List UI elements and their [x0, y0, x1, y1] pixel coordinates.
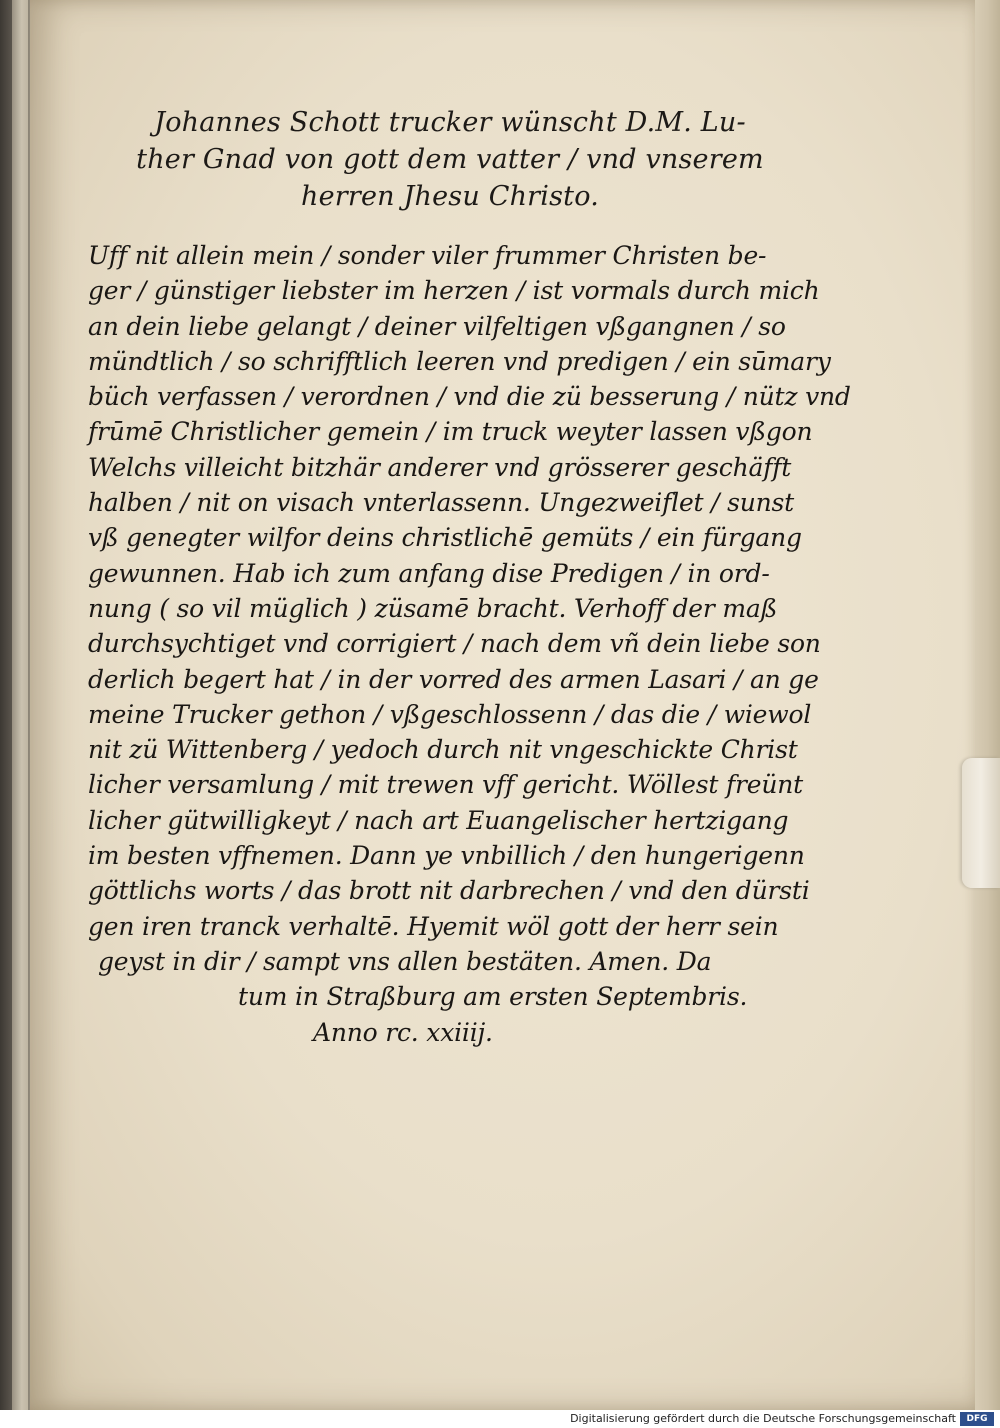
text-line: gen iren tranck verhaltē. Hyemit wöl gott der herr sein: [88, 911, 779, 941]
text-line: meine Trucker gethon / vßgeschlossenn / das die / wiewol: [88, 699, 812, 729]
text-line: im besten vffnemen. Dann ye vnbillich / den hungerigenn: [88, 841, 805, 871]
text-line: halben / nit on visach vnterlassenn. Ungezweiflet / sunst: [88, 488, 795, 518]
text-line: büch verfassen / verordnen / vnd die zü besserung / nütz vnd: [88, 382, 851, 412]
text-line: licher gütwilligkeyt / nach art Euangelischer hertzigang: [88, 805, 789, 835]
text-line: geyst in dir / sampt vns allen bestäten. Amen. Da: [98, 946, 712, 976]
text-line: derlich begert hat / in der vorred des armen Lasari / an ge: [88, 664, 819, 694]
body-text: [88, 238, 851, 1050]
heading-line: herren Jhesu Christo.: [300, 181, 599, 212]
heading-line: Johannes Schott trucker wünscht D.M. Lu-: [154, 107, 746, 138]
text-line: nung ( so vil müglich ) züsamē bracht. Verhoff der maß: [88, 593, 778, 623]
page-tab: [962, 758, 1000, 888]
footer-bar: [0, 1410, 1000, 1428]
text-line: licher versamlung / mit trewen vff gericht. Wöllest freünt: [88, 770, 804, 800]
text-line: Welchs villeicht bitzhär anderer vnd grösserer geschäfft: [88, 452, 792, 482]
text-line: göttlichs worts / das brott nit darbrechen / vnd den dürsti: [88, 876, 810, 906]
page-stack-edge: [975, 0, 1000, 1410]
text-line: an dein liebe gelangt / deiner vilfeltigen vßgangnen / so: [88, 311, 786, 341]
text-line: Uff nit allein mein / sonder viler frummer Christen be-: [88, 241, 767, 270]
dfg-logo: DFG: [960, 1412, 994, 1426]
text-line: frūmē Christlicher gemein / im truck weyter lassen vßgon: [88, 417, 813, 447]
text-line: vß genegter wilfor deins christlichē gemüts / ein fürgang: [88, 523, 802, 553]
text-line: gewunnen. Hab ich zum anfang dise Predigen / in ord-: [88, 558, 770, 588]
heading-line: ther Gnad von gott dem vatter / vnd vnserem: [136, 144, 764, 175]
text-line: durchsychtiget vnd corrigiert / nach dem vñ dein liebe son: [88, 629, 821, 659]
digitization-credit: Digitalisierung gefördert durch die Deutsche Forschungsgemeinschaft: [570, 1412, 956, 1425]
text-line: ger / günstiger liebster im herzen / ist vormals durch mich: [88, 276, 820, 306]
page-heading: [130, 104, 770, 215]
previous-page-edge: [12, 0, 28, 1428]
text-line: tum in Straßburg am ersten Septembris.: [238, 982, 748, 1012]
text-line: Anno rc. xxiiij.: [313, 1017, 493, 1047]
text-line: nit zü Wittenberg / yedoch durch nit vngeschickte Christ: [88, 735, 798, 765]
text-line: mündtlich / so schrifftlich leeren vnd predigen / ein sūmary: [88, 346, 831, 376]
